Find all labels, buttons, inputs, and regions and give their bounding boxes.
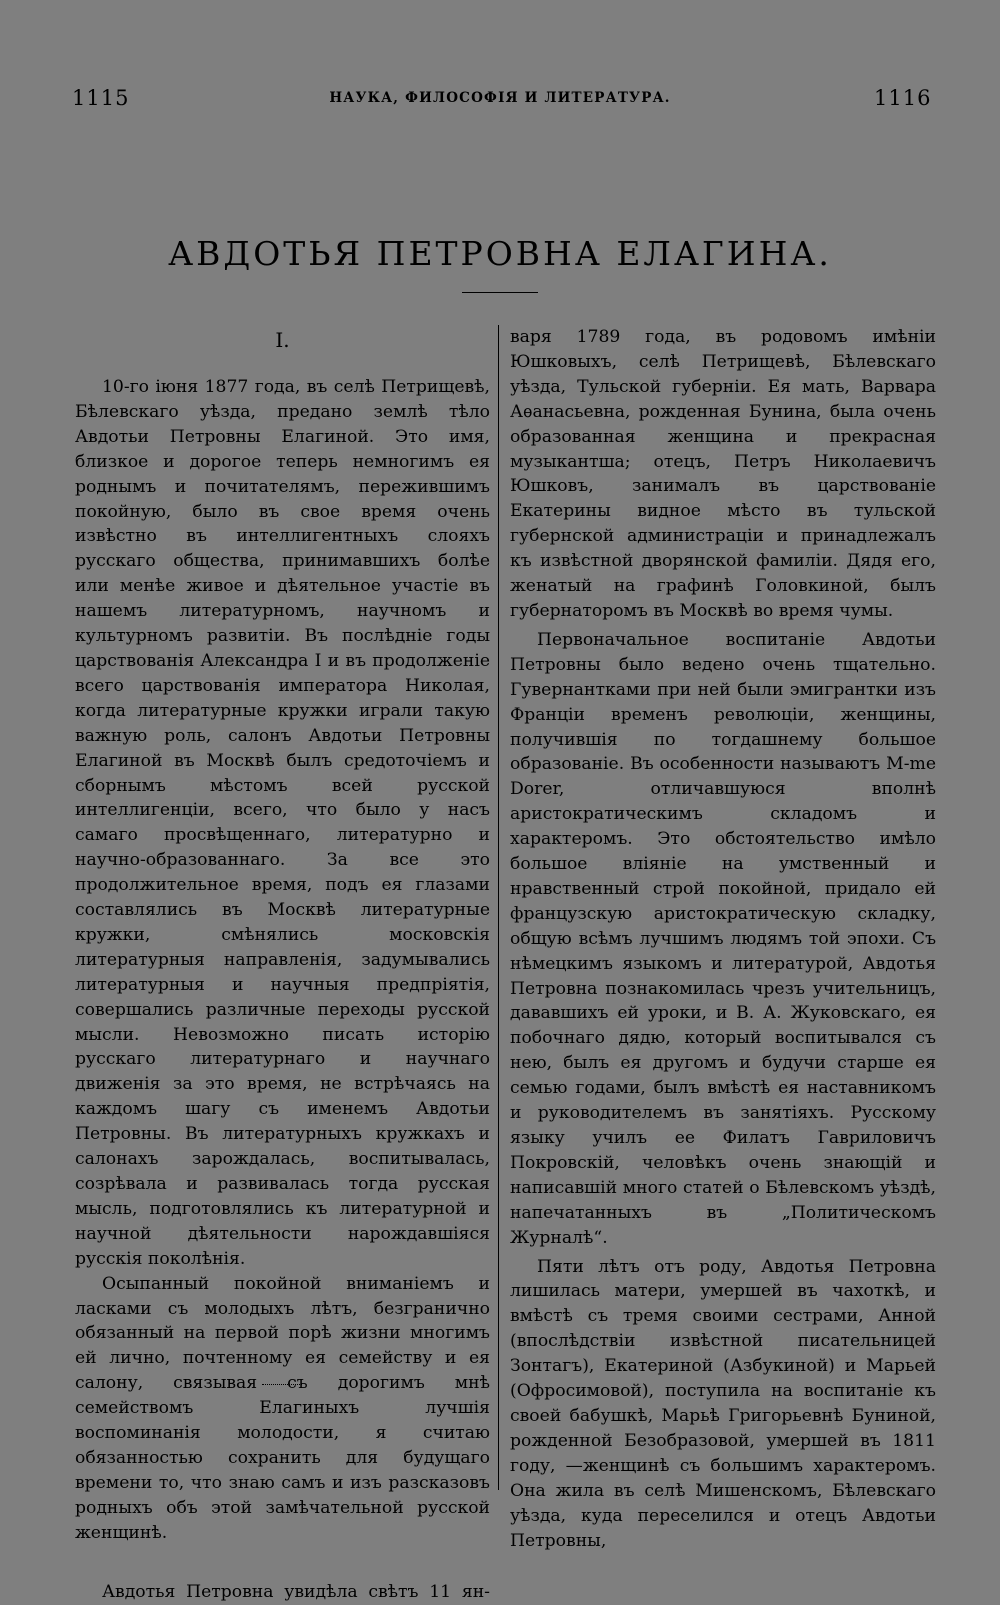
article-title: АВДОТЬЯ ПЕТРОВНА ЕЛАГИНА. xyxy=(168,234,832,274)
paragraph: Авдотья Петровна увидѣла свѣтъ 11 ян- xyxy=(102,1581,490,1602)
title-rule xyxy=(462,292,538,293)
section-heading: I. xyxy=(275,328,290,352)
left-column xyxy=(75,375,490,1605)
column-divider xyxy=(498,325,499,1490)
paragraph: Осыпанный покойной вниманіемъ и ласками съ молодыхъ лѣтъ, безгранично обязанный на первой порѣ жизни многимъ ей лично, почтенному ея семейству и ея салону, связывая съ дорогимъ мнѣ семействомъ Елагиныхъ лучшія воспоминанія молодости, я считаю обязанностью сохранить для будущаго времени то, что знаю самъ и изъ разсказовъ родныхъ объ этой замѣчательной русской женщинѣ. xyxy=(75,1273,490,1543)
paragraph: варя 1789 года, въ родовомъ имѣніи Юшковыхъ, селѣ Петрищевѣ, Бѣлевскаго уѣзда, Тульской губерніи. Ея мать, Варвара Аѳанасьевна, рожденная Бунина, была очень образованная женщина и прекрасная музыкантша; отецъ, Петръ Николаевичъ Юшковъ, занималъ въ царствованіе Екатерины видное мѣсто въ тульской губернской администраціи и принадлежалъ къ извѣстной дворянской фамиліи. Дядя его, женатый на графинѣ Головкиной, былъ губернаторомъ въ Москвѣ во время чумы. xyxy=(510,327,936,621)
page-number-right: 1116 xyxy=(874,86,932,110)
page-number-left: 1115 xyxy=(72,86,130,110)
running-head: НАУКА, ФИЛОСОФІЯ И ЛИТЕРАТУРА. xyxy=(329,90,671,106)
paragraph: Пяти лѣтъ отъ роду, Авдотья Петровна лишилась матери, умершей въ чахоткѣ, и вмѣстѣ съ тремя своими сестрами, Анной (впослѣдствіи извѣстной писательницей Зонтагъ), Екатериной (Азбукиной) и Марьей (Офросимовой), поступила на воспитаніе къ своей бабушкѣ, Марьѣ Григорьевнѣ Буниной, рожденной Безобразовой, умершей въ 1811 году, —женщинѣ съ большимъ характеромъ. Она жила въ селѣ Мишенскомъ, Бѣлевскаго уѣзда, куда переселился и отецъ Авдотьи Петровны, xyxy=(510,1256,936,1551)
section-separator xyxy=(262,1384,302,1385)
right-column xyxy=(510,325,936,1553)
paragraph: Первоначальное воспитаніе Авдотьи Петровны было ведено очень тщательно. Гувернантками при ней были эмигрантки изъ Франціи временъ революціи, женщины, получившія по тогдашнему большое образованіе. Въ особенности называютъ M-me Dorer, отличавшуюся вполнѣ аристократическимъ складомъ и характеромъ. Это обстоятельство имѣло большое вліяніе на умственный и нравственный строй покойной, придало ей французскую аристократическую складку, общую всѣмъ лучшимъ людямъ той эпохи. Съ нѣмецкимъ языкомъ и литературой, Авдотья Петровна познакомилась чрезъ учительницъ, дававшихъ ей уроки, и В. А. Жуковскаго, ея побочнаго дядю, который воспитывался съ нею, былъ ея другомъ и будучи старше ея семью годами, былъ вмѣстѣ ея наставникомъ и руководителемъ въ занятіяхъ. Русскому языку училъ ее Филатъ Гавриловичъ Покровскій, человѣкъ очень знающій и написавшій много статей о Бѣлевскомъ уѣздѣ, напечатанныхъ въ „Политическомъ Журналѣ“. xyxy=(510,629,936,1248)
paragraph: 10-го іюня 1877 года, въ селѣ Петрищевѣ, Бѣлевскаго уѣзда, предано землѣ тѣло Авдотьи Петровны Елагиной. Это имя, близкое и дорогое теперь немногимъ ея роднымъ и почитателямъ, пережившимъ покойную, было въ свое время очень извѣстно въ интеллигентныхъ слояхъ русскаго общества, принимавшихъ болѣе или менѣе живое и дѣятельное участіе въ нашемъ литературномъ, научномъ и культурномъ развитіи. Въ послѣдніе годы царствованія Александра I и въ продолженіе всего царствованія императора Николая, когда литературные кружки играли такую важную роль, салонъ Авдотьи Петровны Елагиной въ Москвѣ былъ средоточіемъ и сборнымъ мѣстомъ всей русской интеллигенціи, всего, что было у насъ самаго просвѣщеннаго, литературно и научно-образованнаго. За все это продолжительное время, подъ ея глазами составлялись въ Москвѣ литературные кружки, смѣнялись московскія литературныя направленія, задумывались литературныя и научныя предпріятія, совершались различные переходы русской мысли. Невозможно писать исторію русскаго литературнаго и научнаго движенія за это время, не встрѣчаясь на каждомъ шагу съ именемъ Авдотьи Петровны. Въ литературныхъ кружкахъ и салонахъ зарождалась, воспитывалась, созрѣвала и развивалась тогда русская мысль, подготовлялись къ литературной и научной дѣятельности нарождавшіяся русскія поколѣнія. xyxy=(75,377,490,1269)
